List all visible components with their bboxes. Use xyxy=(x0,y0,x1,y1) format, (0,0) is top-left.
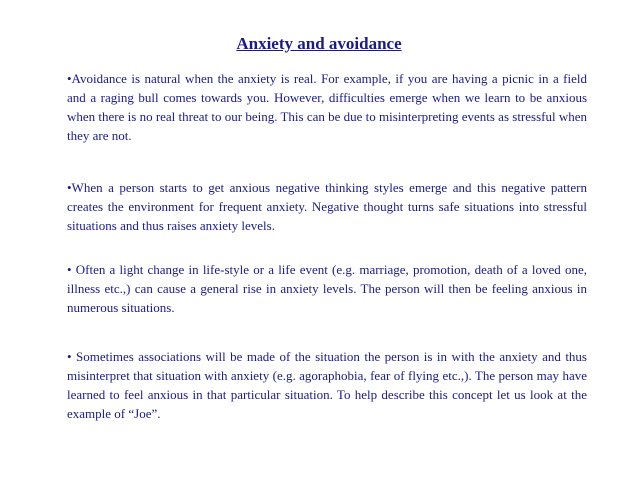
bullet-associations: • Sometimes associations will be made of the situation the person is in with the anxiety and thus misinterpret that situation with anxiety (e.g. agoraphobia, fear of flying etc.,). The person may have learned to feel anxious in that particular situation. To help describe this concept let us look at the example of “Joe”. xyxy=(67,349,587,421)
bullet-negative-thinking: •When a person starts to get anxious negative thinking styles emerge and this negative pattern creates the environment for frequent anxiety. Negative thought turns safe situations into stressful situations and thus raises anxiety levels. xyxy=(67,180,587,233)
bullet-life-change: • Often a light change in life-style or a life event (e.g. marriage, promotion, death of a loved one, illness etc.,) can cause a general rise in anxiety levels. The person will then be feeling anxious in numerous situations. xyxy=(67,262,587,315)
slide-title: Anxiety and avoidance xyxy=(236,34,402,53)
bullet-avoidance: •Avoidance is natural when the anxiety is real. For example, if you are having a picnic in a field and a raging bull comes towards you. However, difficulties emerge when we learn to be anxious when there is no real threat to our being. This can be due to misinterpreting events as stressful when they are not. xyxy=(67,71,587,143)
